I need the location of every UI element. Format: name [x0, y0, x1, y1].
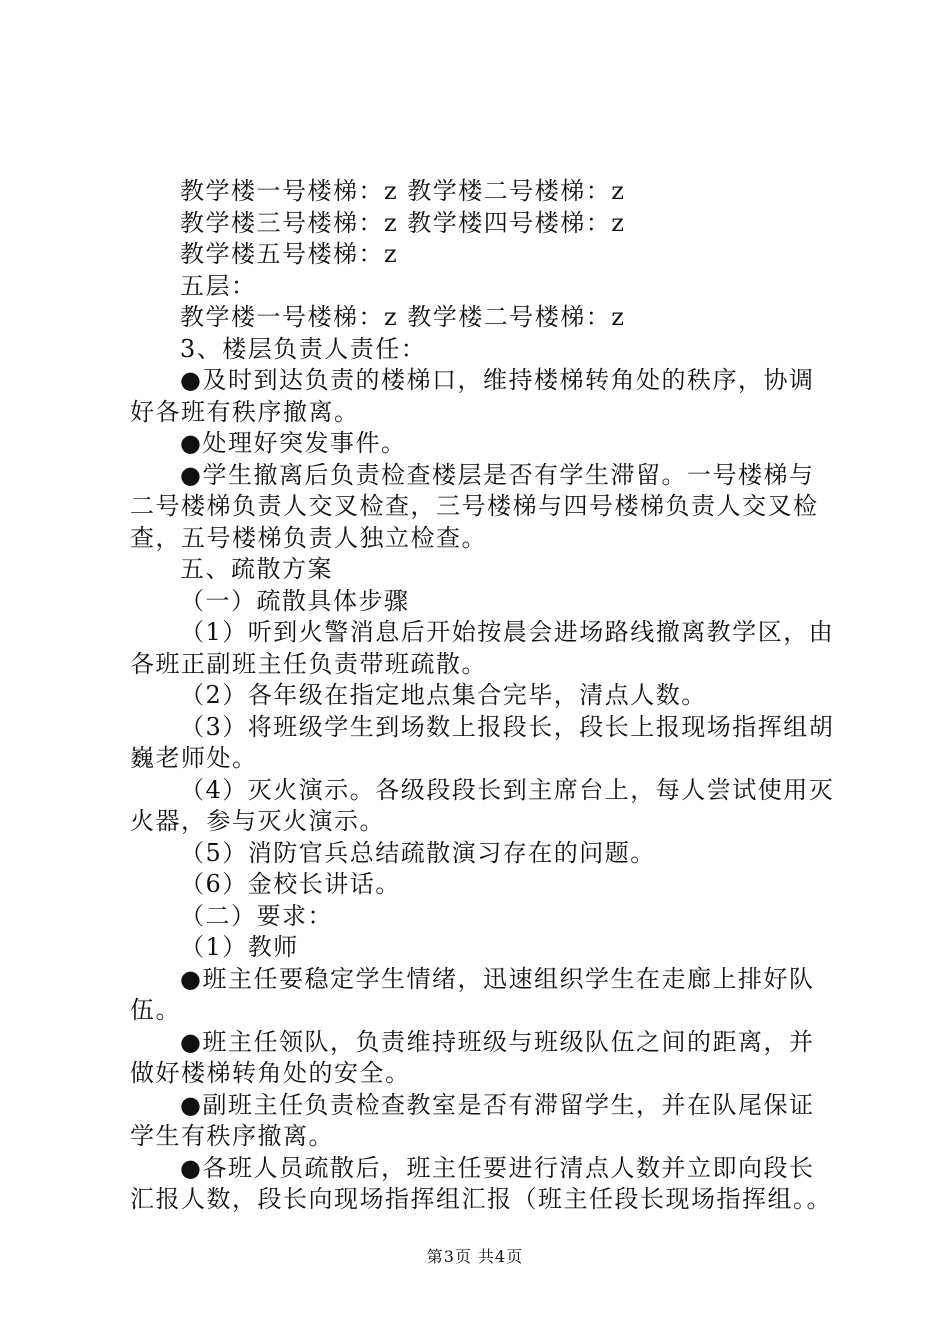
- text-line: ●各班人员疏散后，班主任要进行清点人数并立即向段长: [180, 1153, 815, 1182]
- text-line: 汇报人数，段长向现场指挥组汇报（班主任段长现场指挥组。。: [130, 1185, 832, 1213]
- text-line: 巍老师处。: [130, 744, 258, 772]
- text-line: 教学楼一号楼梯：z 教学楼二号楼梯：z: [180, 303, 626, 331]
- page-footer: 第3页 共4页: [426, 1247, 524, 1266]
- document-body: [130, 176, 835, 1216]
- text-line: 学生有秩序撤离。: [130, 1122, 334, 1150]
- text-line: （1）教师: [180, 933, 299, 961]
- text-line: 五、疏散方案: [180, 555, 333, 583]
- text-line: （一）疏散具体步骤: [180, 586, 410, 615]
- text-line: 各班正副班主任负责带班疏散。: [130, 649, 487, 678]
- text-line: （6）金校长讲话。: [180, 870, 401, 898]
- text-line: 3、楼层负责人责任：: [180, 334, 427, 363]
- text-line: ●及时到达负责的楼梯口，维持楼梯转角处的秩序，协调: [180, 366, 815, 394]
- text-line: ●学生撤离后负责检查楼层是否有学生滞留。一号楼梯与: [180, 460, 815, 489]
- text-line: ●班主任要稳定学生情绪，迅速组织学生在走廊上排好队: [180, 964, 815, 993]
- text-line: （二）要求：: [180, 901, 333, 930]
- text-line: 好各班有秩序撤离。: [130, 397, 360, 426]
- text-line: （2）各年级在指定地点集合完毕，清点人数。: [180, 681, 707, 709]
- text-line: 教学楼五号楼梯：z: [180, 240, 399, 268]
- text-line: ●副班主任负责检查教室是否有滞留学生，并在队尾保证: [180, 1090, 815, 1119]
- text-line: （4）灭火演示。各级段段长到主席台上，每人尝试使用灭: [180, 775, 835, 804]
- text-line: 做好楼梯转角处的安全。: [130, 1059, 411, 1087]
- text-line: 五层：: [180, 271, 257, 300]
- text-line: 教学楼一号楼梯：z 教学楼二号楼梯：z: [180, 177, 626, 205]
- text-line: 伍。: [130, 996, 181, 1024]
- text-line: 教学楼三号楼梯：z 教学楼四号楼梯：z: [180, 208, 626, 237]
- text-line: 查，五号楼梯负责人独立检查。: [130, 523, 487, 552]
- text-line: ●处理好突发事件。: [180, 429, 407, 457]
- text-line: 二号楼梯负责人交叉检查，三号楼梯与四号楼梯负责人交叉检: [130, 492, 819, 520]
- text-line: ●班主任领队，负责维持班级与班级队伍之间的距离，并: [180, 1027, 815, 1056]
- text-line: （3）将班级学生到场数上报段长，段长上报现场指挥组胡: [180, 712, 835, 741]
- text-line: （5）消防官兵总结疏散演习存在的问题。: [180, 838, 656, 867]
- text-line: （1）听到火警消息后开始按晨会进场路线撤离教学区，由: [180, 618, 835, 646]
- text-line: 火器，参与灭火演示。: [130, 807, 385, 835]
